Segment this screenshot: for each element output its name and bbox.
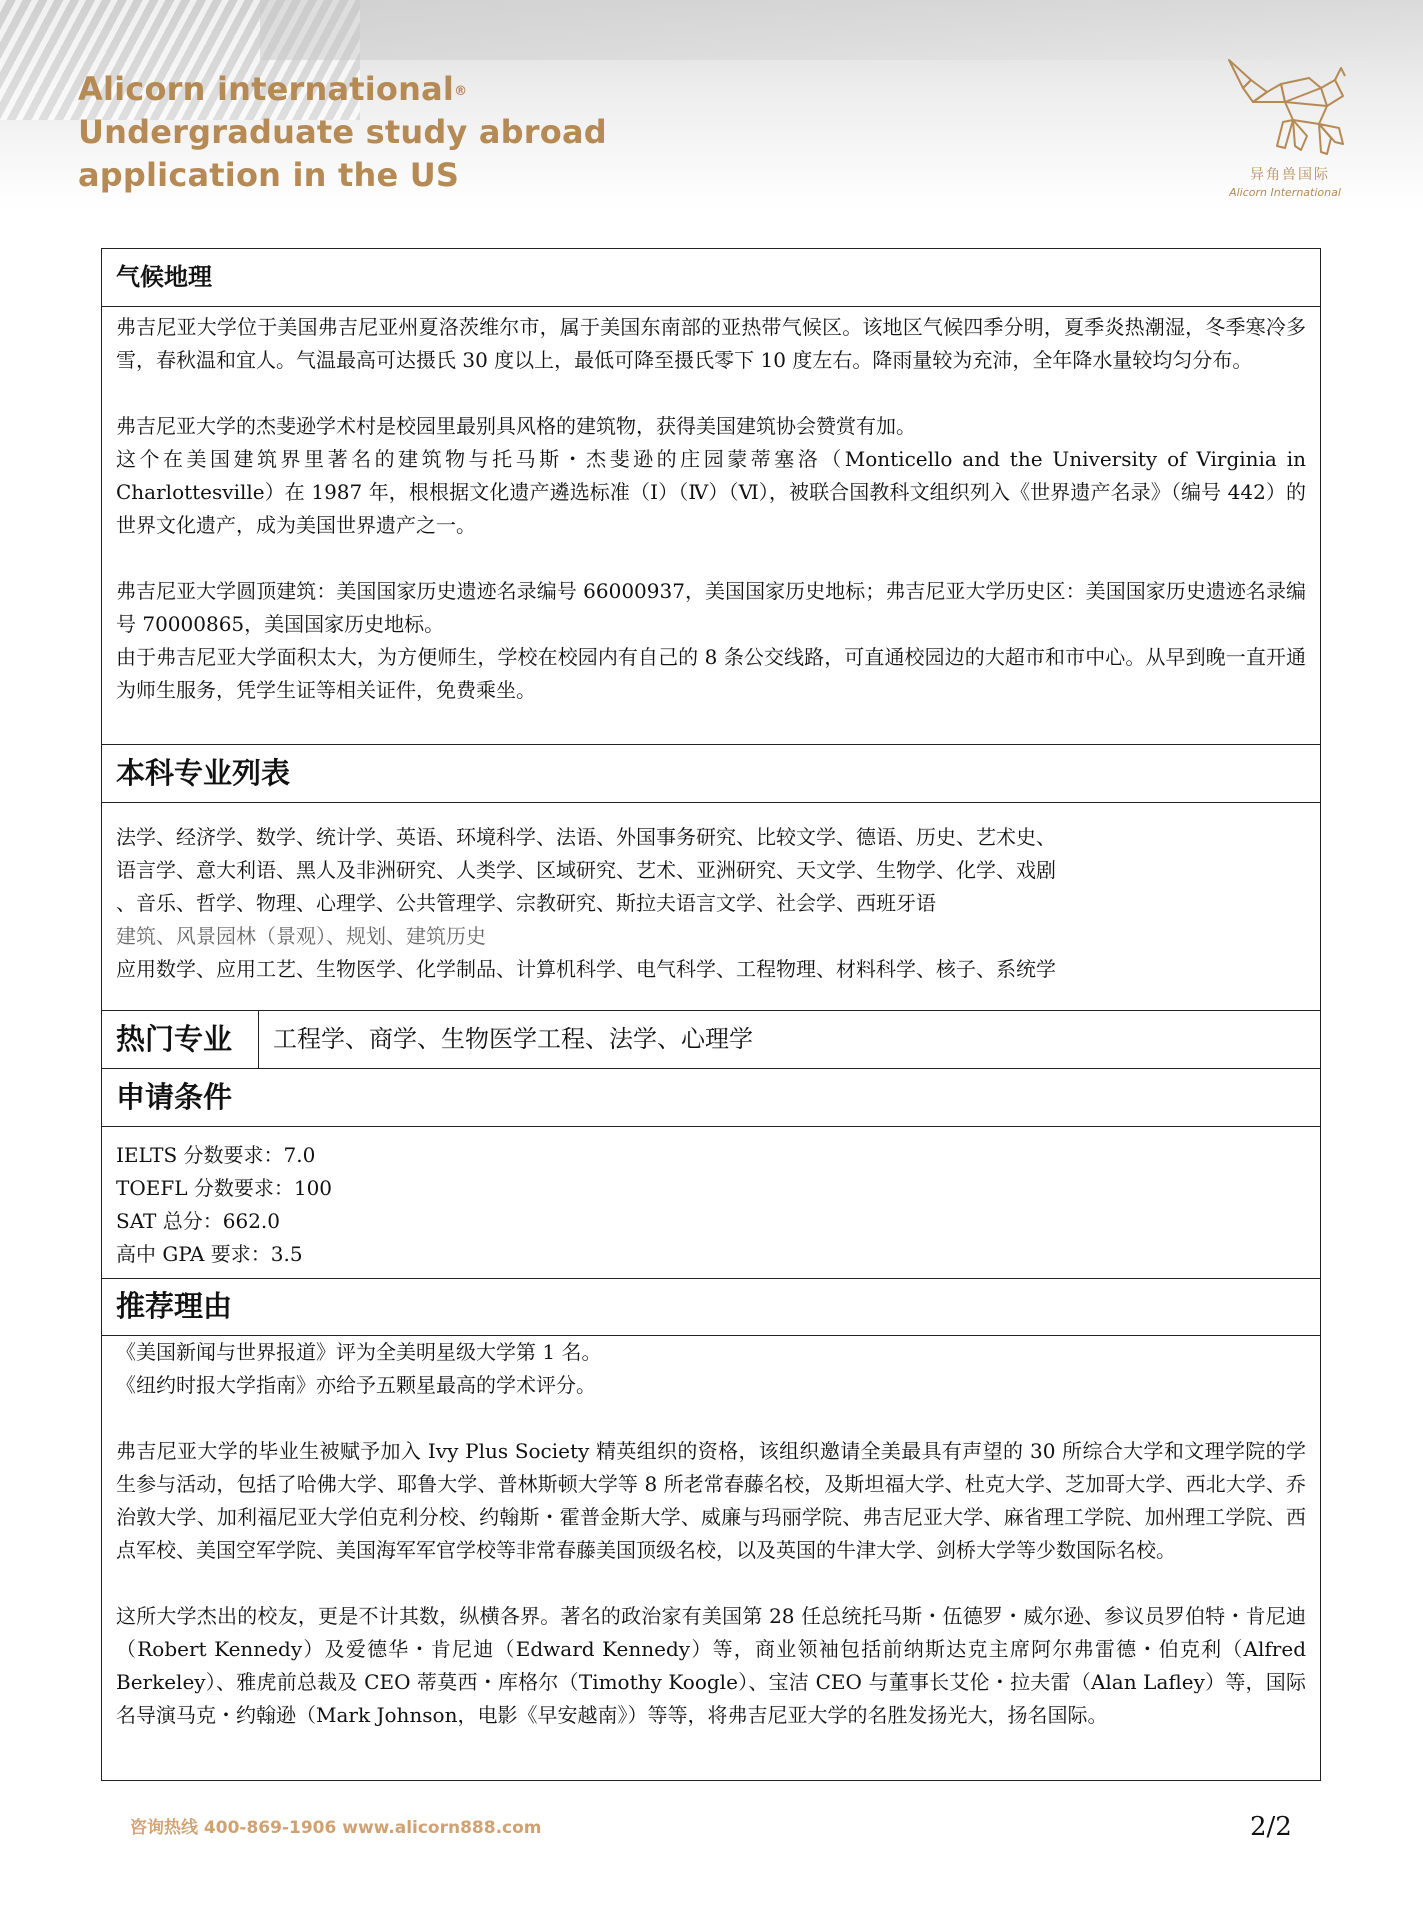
majors-line: 法学、经济学、数学、统计学、英语、环境科学、法语、外国事务研究、比较文学、德语、历史、艺术史、 [116, 825, 1056, 849]
climate-paragraph: 弗吉尼亚大学位于美国弗吉尼亚州夏洛茨维尔市，属于美国东南部的亚热带气候区。该地区气候四季分明，夏季炎热潮湿，冬季寒冷多雪，春秋温和宜人。气温最高可达摄氏 30 度以上，最低可降至摄氏零下 10 度左右。降雨量较为充沛，全年降水量较均匀分布。 [116, 315, 1306, 372]
requirements-section-title: 申请条件 [102, 1069, 1320, 1127]
brand-title [78, 68, 607, 197]
climate-section-title: 气候地理 [102, 249, 1320, 307]
requirements-section-body [102, 1127, 1320, 1279]
page-number: 2/2 [1250, 1812, 1292, 1842]
climate-paragraph: 这个在美国建筑界里著名的建筑物与托马斯・杰斐逊的庄园蒙蒂塞洛（Monticello and the University of Virginia in Charlottesville）在 1987 年，根根据文化遗产遴选标准（Ⅰ）（Ⅳ）（Ⅵ），被联合国教科文组织列入《世界遗产名录》（编号 442）的世界文化遗产，成为美国世界遗产之一。 [116, 447, 1306, 537]
majors-line-engineering: 应用数学、应用工艺、生物医学、化学制品、计算机科学、电气科学、工程物理、材料科学、核子、系统学 [116, 957, 1056, 981]
reasons-section-title: 推荐理由 [102, 1279, 1320, 1336]
university-info-table [101, 248, 1321, 1781]
hot-majors-row [102, 1011, 1320, 1069]
climate-paragraph: 弗吉尼亚大学圆顶建筑：美国国家历史遗迹名录编号 66000937，美国国家历史地标；弗吉尼亚大学历史区：美国国家历史遗迹名录编号 70000865，美国国家历史地标。 [116, 579, 1306, 636]
climate-paragraph: 弗吉尼亚大学的杰斐逊学术村是校园里最别具风格的建筑物，获得美国建筑协会赞赏有加。 [116, 414, 916, 438]
brand-title-line-3: application in the US [78, 156, 460, 194]
requirement-gpa: 高中 GPA 要求：3.5 [116, 1242, 303, 1266]
unicorn-icon [1223, 58, 1347, 162]
reason-ivy-plus: 弗吉尼亚大学的毕业生被赋予加入 Ivy Plus Society 精英组织的资格，该组织邀请全美最具有声望的 30 所综合大学和文理学院的学生参与活动，包括了哈佛大学、耶鲁大学、普林斯顿大学等 8 所老常春藤名校，及斯坦福大学、杜克大学、芝加哥大学、西北大学、乔治敦大学、加利福尼亚大学伯克利分校、约翰斯・霍普金斯大学、威廉与玛丽学院、弗吉尼亚大学、麻省理工学院、加州理工学院、西点军校、美国空军学院、美国海军军官学校等非常春藤美国顶级名校，以及英国的牛津大学、剑桥大学等少数国际名校。 [116, 1439, 1306, 1562]
majors-line-architecture: 建筑、风景园林（景观）、规划、建筑历史 [116, 924, 486, 948]
alicorn-logo [1205, 58, 1365, 208]
reason-rating: 《纽约时报大学指南》亦给予五颗星最高的学术评分。 [116, 1373, 596, 1397]
hot-majors-title: 热门专业 [102, 1011, 259, 1068]
hot-majors-value: 工程学、商学、生物医学工程、法学、心理学 [273, 1025, 753, 1053]
brand-title-line-2: Undergraduate study abroad [78, 113, 607, 151]
reason-alumni: 这所大学杰出的校友，更是不计其数，纵横各界。著名的政治家有美国第 28 任总统托马斯・伍德罗・威尔逊、参议员罗伯特・肯尼迪（Robert Kennedy）及爱德华・肯尼迪（Edward Kennedy）等，商业领袖包括前纳斯达克主席阿尔弗雷德・伯克利（Alfred Berkeley）、雅虎前总裁及 CEO 蒂莫西・库格尔（Timothy Koogle）、宝洁 CEO 与董事长艾伦・拉夫雷（Alan Lafley）等，国际名导演马克・约翰逊（Mark Johnson，电影《早安越南》）等等，将弗吉尼亚大学的名胜发扬光大，扬名国际。 [116, 1604, 1306, 1727]
logo-chinese-name: 异角兽国际 [1250, 167, 1330, 183]
reason-ranking: 《美国新闻与世界报道》评为全美明星级大学第 1 名。 [116, 1340, 602, 1364]
majors-section-body [102, 803, 1320, 1011]
brand-title-line-1: Alicorn international® [78, 70, 468, 108]
majors-line: 语言学、意大利语、黑人及非洲研究、人类学、区域研究、艺术、亚洲研究、天文学、生物学、化学、戏剧 [116, 858, 1056, 882]
majors-section-title: 本科专业列表 [102, 745, 1320, 803]
header-mist [260, 0, 1423, 60]
reasons-section-body [102, 1336, 1320, 1780]
climate-section-body [102, 307, 1320, 745]
requirement-toefl: TOEFL 分数要求：100 [116, 1176, 333, 1200]
climate-paragraph: 由于弗吉尼亚大学面积太大，为方便师生，学校在校园内有自己的 8 条公交线路，可直通校园边的大超市和市中心。从早到晚一直开通为师生服务，凭学生证等相关证件，免费乘坐。 [116, 645, 1306, 702]
footer-contact: 咨询热线 400-869-1906 www.alicorn888.com [130, 1818, 542, 1838]
requirement-sat: SAT 总分：662.0 [116, 1209, 281, 1233]
requirement-ielts: IELTS 分数要求：7.0 [116, 1143, 316, 1167]
logo-english-name: Alicorn International [1229, 186, 1341, 199]
majors-line: 、音乐、哲学、物理、心理学、公共管理学、宗教研究、斯拉夫语言文学、社会学、西班牙语 [116, 891, 936, 915]
